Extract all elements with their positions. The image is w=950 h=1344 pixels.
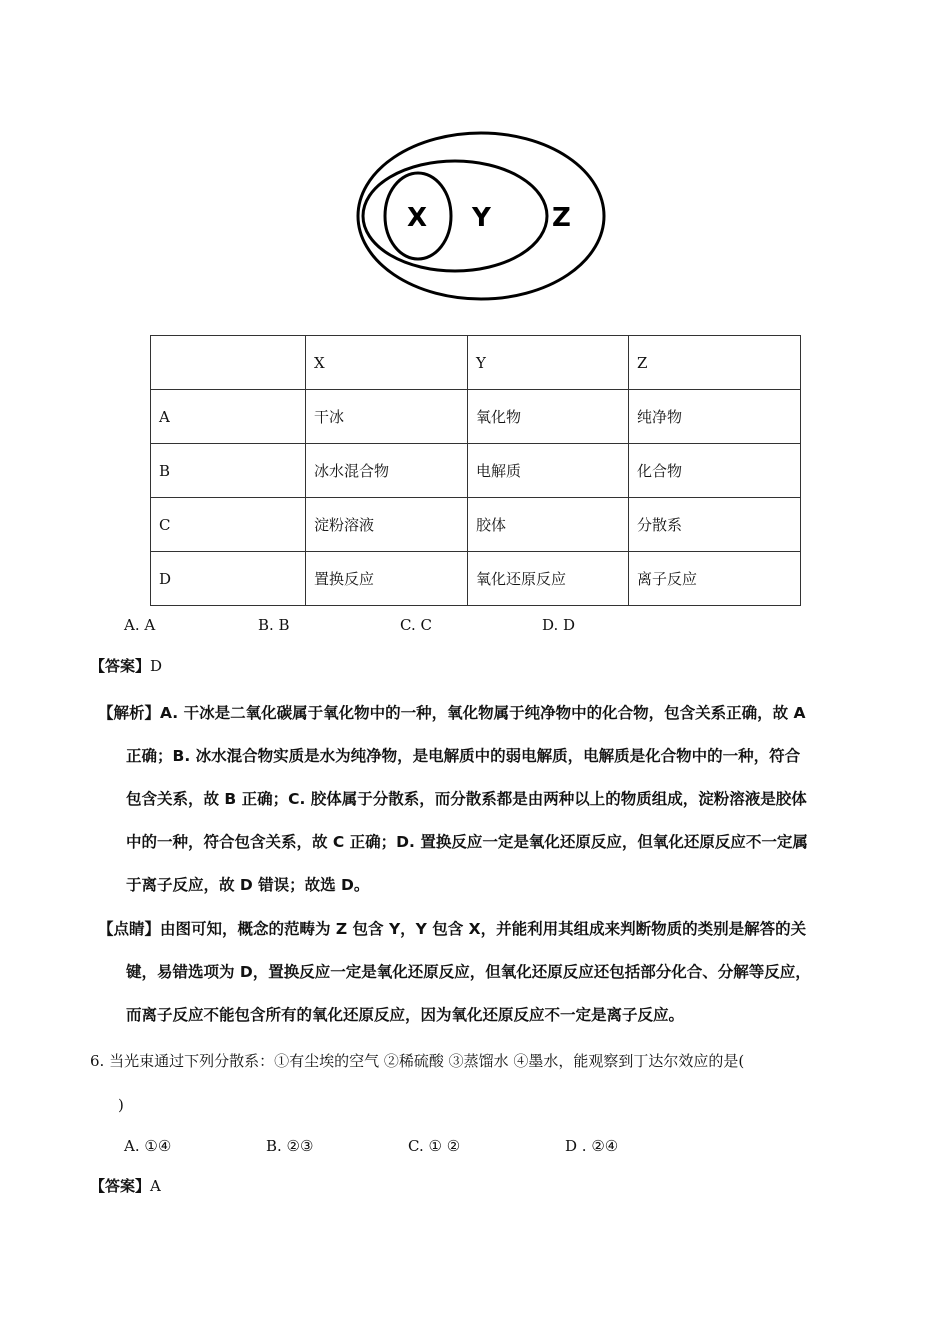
table-cell: 电解质 bbox=[468, 444, 629, 498]
table-cell: 分散系 bbox=[629, 498, 801, 552]
analysis-line: 中的一种，符合包含关系，故 C 正确；D. 置换反应一定是氧化还原反应，但氧化还原反应不一定属 bbox=[126, 833, 808, 851]
table-cell: 纯净物 bbox=[629, 390, 801, 444]
table-cell bbox=[151, 336, 306, 390]
q6-option-c: C. ① ② bbox=[408, 1137, 461, 1155]
q5-option-d: D. D bbox=[542, 616, 576, 634]
label-x: X bbox=[407, 203, 428, 233]
analysis-line: 正确；B. 冰水混合物实质是水为纯净物，是电解质中的弱电解质，电解质是化合物中的一种，符合 bbox=[126, 747, 801, 765]
tip-line bbox=[98, 908, 878, 951]
tip-line: 而离子反应不能包含所有的氧化还原反应，因为氧化还原反应不一定是离子反应。 bbox=[126, 1006, 685, 1024]
table-cell: 置换反应 bbox=[306, 552, 468, 606]
q6-answer bbox=[90, 1175, 161, 1196]
table-cell: 化合物 bbox=[629, 444, 801, 498]
label-z: Z bbox=[552, 203, 571, 233]
table-cell: X bbox=[306, 336, 468, 390]
q5-option-a: A. A bbox=[124, 616, 156, 634]
q5-analysis bbox=[98, 692, 878, 907]
table-row bbox=[151, 444, 801, 498]
table-row bbox=[151, 498, 801, 552]
table-cell: 冰水混合物 bbox=[306, 444, 468, 498]
table-cell: 淀粉溶液 bbox=[306, 498, 468, 552]
answer-value: D bbox=[150, 657, 163, 675]
label-y: Y bbox=[472, 203, 491, 233]
classification-table bbox=[150, 335, 801, 606]
table-cell: 干冰 bbox=[306, 390, 468, 444]
ellipse-y bbox=[363, 161, 547, 271]
table-cell: A bbox=[151, 390, 306, 444]
table-cell: Y bbox=[468, 336, 629, 390]
tip-text: 由图可知，概念的范畴为 Z 包含 Y，Y 包含 X，并能利用其组成来判断物质的类别是解答的关 bbox=[160, 920, 807, 938]
table-cell: 氧化物 bbox=[468, 390, 629, 444]
q6-stem-close: ) bbox=[118, 1096, 124, 1114]
q5-option-b: B. B bbox=[258, 616, 290, 634]
q5-option-c: C. C bbox=[400, 616, 432, 634]
answer-tag: 【答案】 bbox=[90, 657, 151, 675]
q6-option-b: B. ②③ bbox=[266, 1137, 314, 1155]
analysis-text: A. 干冰是二氧化碳属于氧化物中的一种，氧化物属于纯净物中的化合物，包含关系正确，故 A bbox=[160, 704, 806, 722]
venn-diagram bbox=[355, 130, 607, 302]
answer-value: A bbox=[150, 1177, 161, 1195]
q5-answer bbox=[90, 655, 162, 676]
q6-option-a: A. ①④ bbox=[124, 1137, 172, 1155]
table-cell: C bbox=[151, 498, 306, 552]
table-cell: B bbox=[151, 444, 306, 498]
analysis-line: 于离子反应，故 D 错误；故选 D。 bbox=[126, 876, 370, 894]
q6-option-d: D . ②④ bbox=[565, 1137, 619, 1155]
analysis-line bbox=[98, 692, 878, 735]
q5-tip bbox=[98, 908, 878, 1037]
table-row bbox=[151, 552, 801, 606]
table-header-row bbox=[151, 336, 801, 390]
q6-stem: 6. 当光束通过下列分散系：①有尘埃的空气 ②稀硫酸 ③蒸馏水 ④墨水，能观察到丁达尔效应的是( bbox=[90, 1052, 745, 1070]
answer-tag: 【答案】 bbox=[90, 1177, 151, 1195]
tip-line: 键，易错选项为 D，置换反应一定是氧化还原反应，但氧化还原反应还包括部分化合、分解等反应， bbox=[126, 963, 811, 981]
table-cell: Z bbox=[629, 336, 801, 390]
table-cell: 离子反应 bbox=[629, 552, 801, 606]
table-cell: 氧化还原反应 bbox=[468, 552, 629, 606]
table-cell: 胶体 bbox=[468, 498, 629, 552]
table-cell: D bbox=[151, 552, 306, 606]
analysis-tag: 【解析】 bbox=[98, 704, 161, 722]
table-row bbox=[151, 390, 801, 444]
analysis-line: 包含关系，故 B 正确；C. 胶体属于分散系，而分散系都是由两种以上的物质组成，淀粉溶液是胶体 bbox=[126, 790, 807, 808]
tip-tag: 【点睛】 bbox=[98, 920, 161, 938]
